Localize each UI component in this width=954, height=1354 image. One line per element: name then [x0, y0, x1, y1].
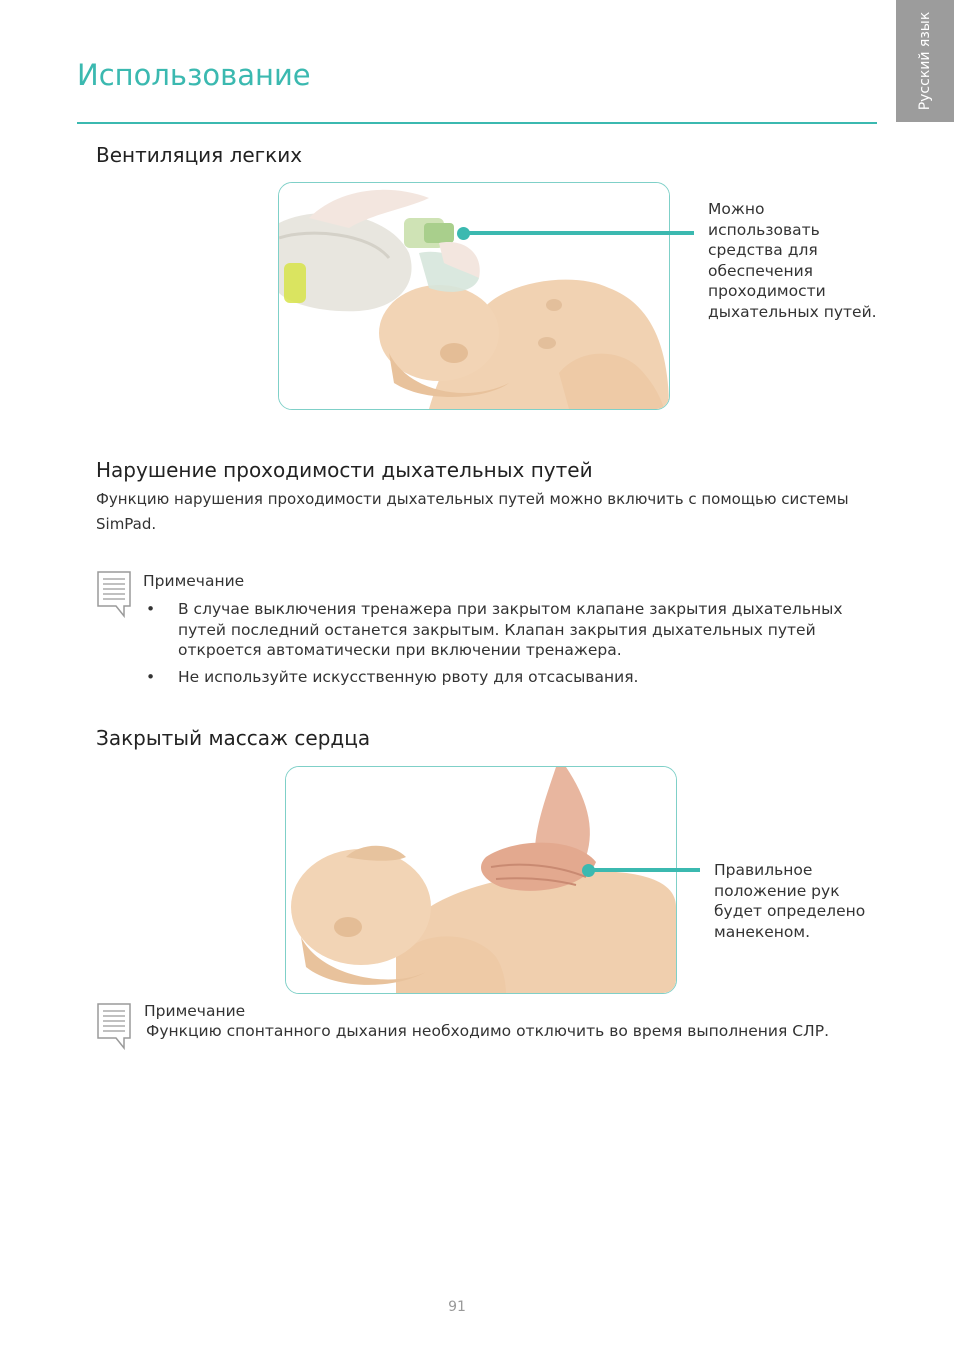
- note-label: Примечание: [144, 1002, 246, 1020]
- ventilation-callout: Можно использовать средства для обеспечения проходимости дыхательных путей.: [708, 200, 877, 321]
- section-heading-ventilation: Вентиляция легких: [96, 143, 303, 167]
- list-item-text: В случае выключения тренажера при закрытом клапане закрытия дыхательных путей последний останется закрытым. Клапан закрытия дыхательных путей откроется автоматически при включении тренажера.: [178, 600, 843, 659]
- airway-body-text: Функцию нарушения проходимости дыхательных путей можно включить с помощью системы SimPad.: [96, 490, 849, 533]
- ventilation-photo: [278, 182, 670, 410]
- note-text: Функцию спонтанного дыхания необходимо отключить во время выполнения СЛР.: [146, 1022, 829, 1040]
- callout-leader-line: [588, 868, 700, 872]
- cpr-callout: Правильное положение рук будет определено манекеном.: [714, 861, 866, 941]
- language-tab: [896, 0, 954, 122]
- page-title: Использование: [77, 58, 311, 92]
- callout-leader-line: [463, 231, 694, 235]
- note-icon: [96, 1002, 134, 1050]
- language-tab-label: Русский язык: [917, 11, 933, 111]
- page-number: 91: [448, 1299, 466, 1315]
- bullet-icon: •: [146, 667, 156, 686]
- list-item: [143, 667, 873, 688]
- note-label: Примечание: [143, 572, 245, 590]
- section-heading-cpr: Закрытый массаж сердца: [96, 726, 371, 750]
- note-bullet-list: [143, 599, 873, 693]
- cpr-photo: [285, 766, 677, 994]
- list-item: [143, 599, 873, 661]
- bullet-icon: •: [146, 600, 156, 618]
- ventilation-illustration: [279, 183, 669, 409]
- note-icon: [96, 570, 134, 618]
- list-item-text: Не используйте искусственную рвоту для отсасывания.: [178, 667, 639, 686]
- section-heading-airway: Нарушение проходимости дыхательных путей: [96, 458, 593, 482]
- cpr-illustration: [286, 767, 676, 993]
- title-divider: [77, 122, 877, 124]
